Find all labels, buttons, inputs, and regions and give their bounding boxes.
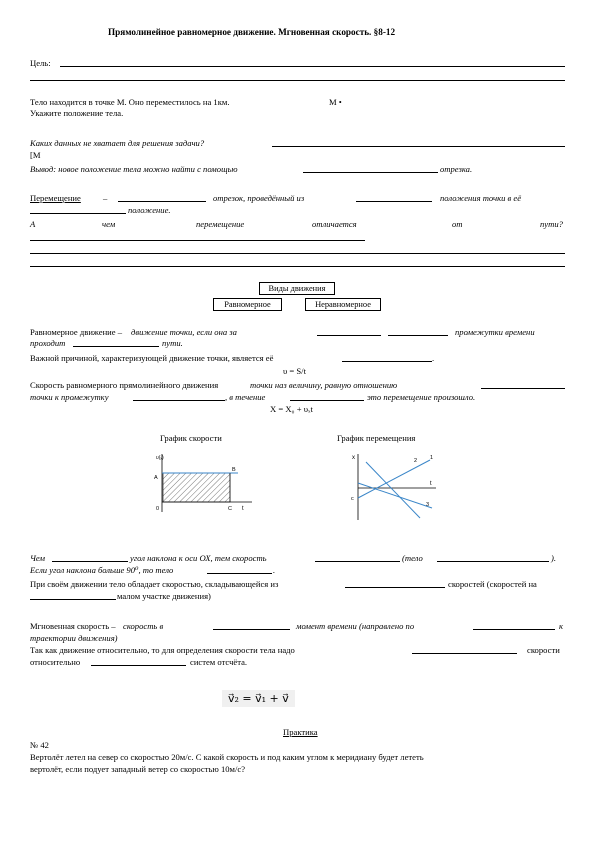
speed-graph-t-label: t (242, 506, 244, 512)
speed-def-c: точки к промежутку (30, 392, 109, 402)
angle-blank-2[interactable] (315, 561, 400, 562)
uniform-def-e: пути. (162, 338, 183, 348)
instant-blank-1[interactable] (213, 629, 290, 630)
instant-blank-2[interactable] (473, 629, 555, 630)
conclusion-end: отрезка. (440, 164, 473, 174)
instant-f: Так как движение относительно, то для определения скорости тела надо (30, 645, 295, 655)
displacement-text-1: отрезок, проведённый из (213, 193, 305, 203)
speed-def-a: Скорость равномерного прямолинейного движения (30, 380, 219, 390)
displacement-graph (350, 450, 440, 522)
uniform-blank-3[interactable] (73, 346, 159, 347)
instant-c: момент времени (направлено по (296, 621, 415, 631)
speed-def-e: это перемещение произошло. (367, 392, 476, 402)
goal-blank-2[interactable] (30, 80, 565, 81)
speed-graph-y-label: υ(ₓ) (156, 455, 164, 461)
task-instruction: Укажите положение тела. (30, 108, 124, 118)
goal-label: Цель: (30, 58, 51, 68)
angle-blank-4[interactable] (207, 573, 272, 574)
displacement-term (30, 193, 81, 203)
speed-graph (152, 450, 262, 520)
speed-graph-origin: 0 (156, 506, 160, 512)
diff-word-5: от (452, 219, 463, 229)
motion-types-box: Виды движения (259, 282, 335, 295)
diff-blank-2[interactable] (30, 253, 565, 254)
practice-text-2: вертолёт, если подует западный ветер со скоростью 10м/с? (30, 764, 246, 774)
velocity-period: . (432, 353, 435, 363)
uniform-def-c: промежутки времени (455, 327, 535, 337)
diff-word-1: А (30, 219, 36, 229)
graph-disp-caption: График перемещения (337, 433, 416, 443)
instant-d: к (559, 621, 564, 631)
velocity-blank[interactable] (342, 361, 432, 362)
disp-graph-line-3 (358, 483, 432, 508)
formula-v: υ = S/t (283, 366, 306, 376)
diff-word-2: чем (102, 219, 116, 229)
angle-b: угол наклона к оси ОХ, тем скорость (130, 553, 267, 563)
diff-word-6: пути? (540, 219, 563, 229)
speed-blank-1[interactable] (481, 388, 565, 389)
angle-c: (тело (402, 553, 423, 563)
instant-b: скорость в (123, 621, 164, 631)
disp-graph-label-1: 1 (430, 455, 434, 461)
diff-word-4: отличается (312, 219, 357, 229)
angle-blank-1[interactable] (52, 561, 128, 562)
diff-blank-1[interactable] (30, 240, 365, 241)
instant-g: скорости (527, 645, 560, 655)
disp-graph-label-3: 3 (426, 502, 430, 508)
velocity-sentence: Важной причиной, характеризующей движение точки, является её (30, 353, 274, 363)
disp-graph-line-1 (358, 460, 430, 498)
diff-word-3: перемещение (196, 219, 245, 229)
conclusion-blank[interactable] (303, 172, 438, 173)
disp-graph-label-2: 2 (414, 458, 418, 464)
uniform-box: Равномерное (213, 298, 282, 311)
instant-blank-3[interactable] (412, 653, 517, 654)
angle-f: . (273, 565, 276, 575)
displacement-text-2: положения точки в её (440, 193, 522, 203)
uniform-blank-1[interactable] (317, 335, 381, 336)
angle-i: малом участке движения) (117, 591, 211, 601)
uniform-blank-2[interactable] (388, 335, 448, 336)
nonuniform-box: Неравномерное (305, 298, 381, 311)
instant-h: относительно (30, 657, 81, 667)
disp-graph-t-label: t (430, 481, 432, 487)
uniform-def-d: проходит (30, 338, 66, 348)
vector-sum-formula: v⃗₂ = v⃗₁ + v⃗ (222, 690, 295, 707)
goal-blank[interactable] (60, 66, 565, 67)
practice-number: № 42 (30, 740, 49, 750)
practice-title: Практика (283, 727, 318, 737)
point-m-label: M • (329, 97, 342, 107)
speed-blank-3[interactable] (290, 400, 364, 401)
uniform-def-b: движение точки, если она за (131, 327, 237, 337)
missing-data-mark: [M (30, 150, 41, 160)
displacement-blank-3[interactable] (30, 213, 126, 214)
task-text: Тело находится в точке М. Оно переместилось на 1км. (30, 97, 230, 107)
angle-blank-6[interactable] (30, 599, 116, 600)
practice-text-1: Вертолёт летел на север со скоростью 20м/с. С какой скорость и под каким углом к меридиану будет лететь (30, 752, 424, 762)
speed-def-d: , в течение (225, 392, 266, 402)
formula-x: X = X₀ + υₓt (270, 404, 313, 414)
conclusion-text: Вывод: новое положение тела можно найти с помощью (30, 164, 238, 174)
displacement-word: Перемещение (30, 193, 81, 203)
angle-blank-5[interactable] (345, 587, 445, 588)
speed-graph-c-label: C (228, 506, 232, 512)
angle-g: При своём движении тело обладает скоростью, складывающейся из (30, 579, 279, 589)
page-title: Прямолинейное равномерное движение. Мгновенная скорость. §8-12 (108, 27, 396, 37)
disp-graph-x-label: x (352, 455, 355, 461)
speed-graph-b-label: B (232, 467, 236, 473)
instant-e: траектории движения) (30, 633, 118, 643)
instant-i: систем отсчёта. (190, 657, 248, 667)
uniform-def-a: Равномерное движение – (30, 327, 123, 337)
angle-h: скоростей (скоростей на (448, 579, 537, 589)
angle-blank-3[interactable] (437, 561, 549, 562)
instant-a: Мгновенная скорость – (30, 621, 116, 631)
displacement-blank-2[interactable] (356, 201, 432, 202)
instant-blank-4[interactable] (91, 665, 186, 666)
speed-def-b: точки наз величину, равную отношению (250, 380, 398, 390)
diff-blank-3[interactable] (30, 266, 565, 267)
disp-graph-label-c: c (351, 496, 354, 502)
missing-data-blank[interactable] (272, 146, 565, 147)
angle-a: Чем (30, 553, 46, 563)
speed-blank-2[interactable] (133, 400, 225, 401)
speed-graph-area (163, 473, 230, 502)
graph-speed-caption: График скорости (160, 433, 222, 443)
displacement-dash: – (103, 193, 108, 203)
missing-data-question: Каких данных не хватает для решения задачи? (30, 138, 205, 148)
speed-graph-a-label: A (154, 475, 158, 481)
angle-e: Если угол наклона больше 90⁰, то тело (30, 565, 174, 575)
angle-d: ). (551, 553, 557, 563)
displacement-blank-1[interactable] (118, 201, 206, 202)
displacement-text-3: положение. (128, 205, 171, 215)
